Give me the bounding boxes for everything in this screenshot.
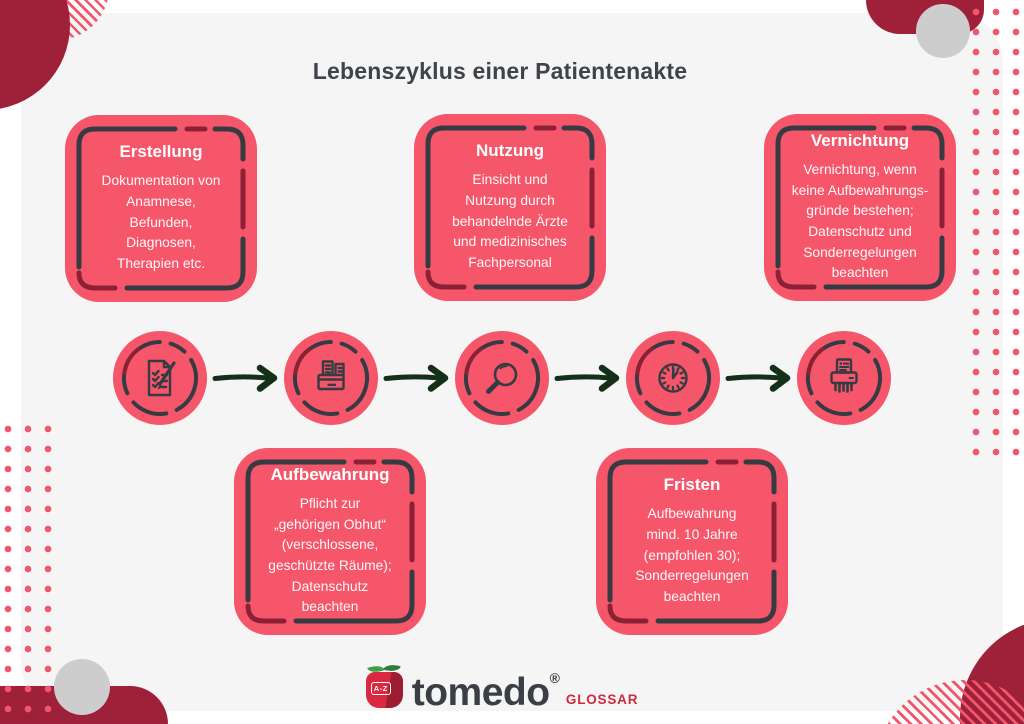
- brand-word: tomedo: [411, 671, 550, 715]
- clock-icon: [649, 354, 697, 402]
- registered-mark: ®: [549, 670, 560, 687]
- az-badge: A-Z: [371, 682, 391, 695]
- box-body: Einsicht und Nutzung durch behandelnde Ärzte und medizinisches Fachpersonal: [452, 172, 568, 271]
- box-title: Aufbewahrung: [270, 464, 390, 484]
- stage-box-aufbewahrung: [234, 448, 426, 635]
- flow-arrow: [212, 363, 284, 393]
- box-title: Vernichtung: [810, 130, 910, 150]
- brand-logo: [0, 655, 1004, 715]
- flow-arrow: [383, 363, 455, 393]
- stage-box-fristen: [596, 448, 788, 635]
- box-body: Pflicht zur „gehörigen Obhut“ (verschlossene, geschützte Räume); Datenschutz beachten: [268, 495, 392, 615]
- shredder-icon: [820, 354, 868, 402]
- box-title: Erstellung: [119, 142, 203, 162]
- tomato-icon: [366, 662, 403, 709]
- stage-box-nutzung: [414, 114, 606, 301]
- box-title: Nutzung: [476, 141, 544, 161]
- stage-box-vernichtung: [764, 114, 956, 301]
- stage-box-erstellung: [65, 115, 257, 302]
- flow-step-circle-nutzung: [455, 331, 549, 425]
- flow-step-circle-fristen: [626, 331, 720, 425]
- flow-step-circle-aufbewahrung: [284, 331, 378, 425]
- box-body: Vernichtung, wenn keine Aufbewahrungs- gründe bestehen; Datenschutz und Sonderregelungen beachten: [791, 161, 929, 281]
- archive-folder-icon: [307, 354, 355, 402]
- box-title: Fristen: [663, 475, 721, 495]
- box-body: Dokumentation von Anamnese, Befunden, Diagnosen, Therapien etc.: [101, 173, 221, 272]
- flow-arrow: [554, 363, 626, 393]
- gray-circle-decoration-top-right: [916, 4, 970, 58]
- brand-name: [411, 670, 560, 715]
- flow-arrow: [725, 363, 797, 393]
- flow-step-circle-vernichtung: [797, 331, 891, 425]
- flow-step-circle-erstellung: [113, 331, 207, 425]
- brand-suffix: GLOSSAR: [565, 692, 639, 707]
- magnifier-icon: [478, 354, 526, 402]
- document-pen-icon: [136, 354, 184, 402]
- page-title: Lebenszyklus einer Patientenakte: [312, 58, 688, 84]
- box-body: Aufbewahrung mind. 10 Jahre (empfohlen 30); Sonderregelungen beachten: [635, 506, 749, 605]
